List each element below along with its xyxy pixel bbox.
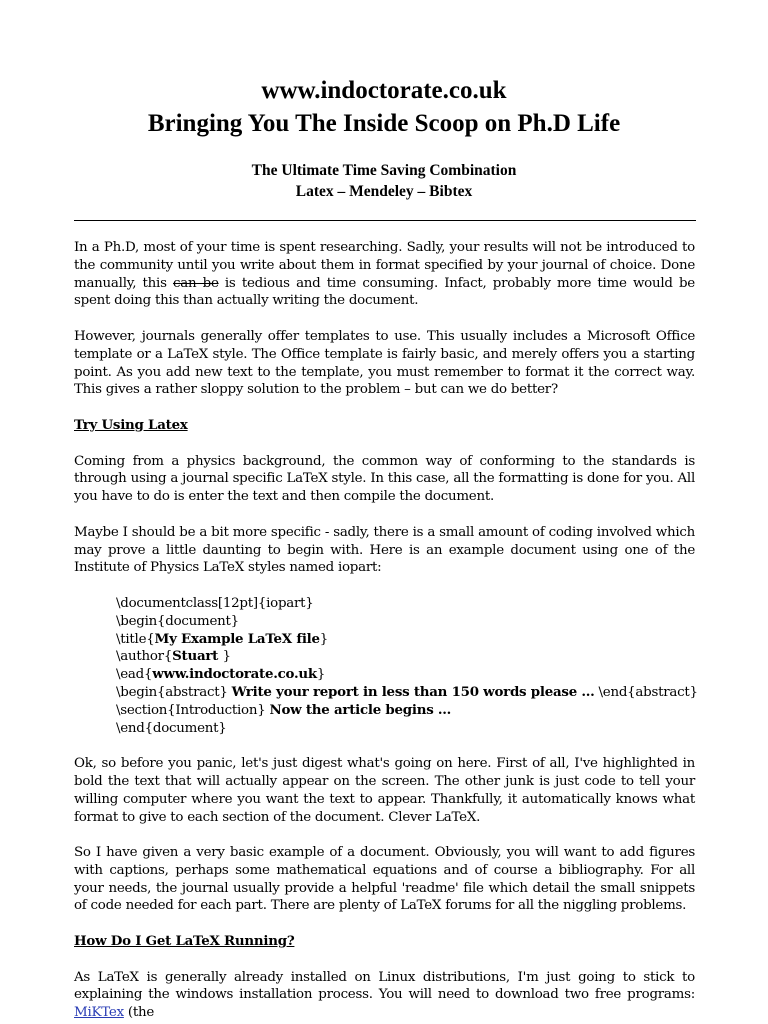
intro-text-start: In a Ph.D, most of your time is spent researching. Sadly, your results will not be introduced to the community until you write about them in format specified by your journal of choice. Done manually, this (74, 240, 695, 291)
struck-text: can be (172, 275, 219, 291)
code-text: \end{document} (116, 720, 227, 736)
code-line-section (116, 702, 695, 720)
subtitle-line-1: The Ultimate Time Saving Combination (251, 162, 517, 179)
code-text: \end{abstract} (594, 684, 698, 700)
install-text-start: As LaTeX is generally already installed on Linux distributions, I'm just going to stick to explaining the windows installation process. You will need to download two free programs: (74, 969, 695, 1003)
code-line-end-document (116, 720, 695, 738)
code-bold-text: Stuart (172, 648, 223, 665)
code-text: \begin{abstract} (116, 684, 232, 700)
header-divider (74, 220, 696, 221)
latex-code-example (116, 595, 698, 737)
code-text: \ead{ (116, 667, 153, 683)
paragraph-physics: Coming from a physics background, the common way of conforming to the standards is through using a journal specific LaTeX style. In this case, all the formatting is done for you. All you have to do is enter the text and then compile the document. (74, 453, 695, 505)
code-text: \author{ (116, 649, 173, 665)
paragraph-basic-example: So I have given a very basic example of a document. Obviously, you will want to add figures with captions, perhaps some mathematical equations and of course a bibliography. For all your needs, the journal usually provide a helpful 'readme' file which detail the small snippets of code needed for each part. There are plenty of LaTeX forums for all the niggling problems. (74, 845, 695, 914)
site-tagline: Bringing You The Inside Scoop on Ph.D Life (147, 110, 621, 137)
code-text: } (319, 631, 329, 647)
code-bold-text: Now the article begins … (269, 701, 452, 718)
code-line-begin-document (116, 613, 695, 631)
site-url: www.indoctorate.co.uk (261, 77, 507, 104)
code-text: \section{Introduction} (116, 702, 270, 718)
article-subtitle (0, 160, 768, 202)
section-heading-get-latex-running: How Do I Get LaTeX Running? (74, 933, 295, 950)
code-bold-text: Write your report in less than 150 words please … (231, 683, 595, 700)
install-text-end: (the (123, 1005, 155, 1021)
section-heading-try-latex: Try Using Latex (74, 416, 188, 433)
code-line-ead (116, 666, 695, 684)
code-text: \title{ (116, 631, 155, 647)
paragraph-intro (74, 239, 695, 310)
article-body (74, 239, 698, 1024)
code-line-author (116, 648, 695, 666)
paragraph-specific: Maybe I should be a bit more specific - sadly, there is a small amount of coding involved which may prove a little daunting to begin with. Here is an example document using one of the Institute of Physics LaTeX styles named iopart: (74, 524, 695, 576)
paragraph-installation (74, 969, 695, 1022)
code-bold-text: My Example LaTeX file (154, 630, 320, 647)
paragraph-templates: However, journals generally offer templates to use. This usually includes a Microsoft Office template or a LaTeX style. The Office template is fairly basic, and merely offers you a starting point. As you add new text to the template, you must remember to format it the correct way. This gives a rather sloppy solution to the problem – but can we do better? (74, 328, 695, 398)
code-text: } (222, 649, 231, 665)
miktex-link[interactable]: MiKTex (74, 1005, 124, 1021)
code-line-abstract (116, 683, 698, 702)
code-text: } (316, 667, 326, 683)
subtitle-line-2: Latex – Mendeley – Bibtex (295, 183, 473, 200)
intro-text-end: is tedious and time consuming. Infact, probably more time would be spent doing this than actually writing the document. (74, 275, 695, 309)
code-line-title (116, 631, 695, 649)
code-text: \begin{document} (116, 613, 239, 629)
code-text: \documentclass[12pt]{iopart} (116, 595, 314, 611)
paragraph-digest: Ok, so before you panic, let's just digest what's going on here. First of all, I've highlighted in bold the text that will actually appear on the screen. The other junk is just code to tell your willing computer where you want the text to appear. Thankfully, it automatically knows what format to give to each section of the document. Clever LaTeX. (74, 756, 695, 825)
code-line-documentclass (116, 595, 695, 613)
code-bold-text: www.indoctorate.co.uk (152, 666, 317, 683)
document-header (0, 74, 768, 140)
